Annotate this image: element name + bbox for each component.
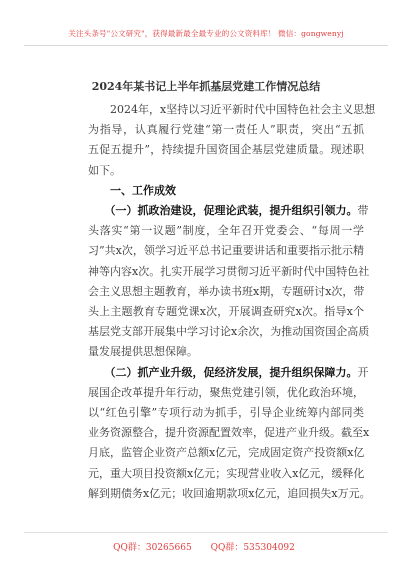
bold-heading: 一、工作成效 — [110, 183, 176, 197]
body-line: 五促五提升”，持续提升国资国企基层党建质量。现述职 — [88, 143, 364, 157]
body-line — [88, 181, 364, 201]
footer — [0, 540, 408, 553]
body-line: 元，重大项目投资额x亿元；实现营业收入x亿元，缓释化 — [88, 466, 365, 480]
body-line: 头上主题教育专题党课x次，开展调查研究x次。指导x个 — [88, 305, 364, 318]
body-line: 解到期债务x亿元；收回逾期款项x亿元，追回损失x万元。 — [88, 486, 371, 500]
page-title: 2024年某书记上半年抓基层党建工作情况总结 — [91, 80, 321, 93]
body-line: 会主义思想主题教育，举办读书班x期，专题研讨x次，带 — [88, 284, 365, 298]
body-line: 为指导，认真履行党建“第一责任人”职责，突出“五抓 — [88, 123, 364, 137]
body-line: 头落实“第一议题”制度，全年召开党委会、“每周一学 — [88, 224, 364, 238]
qq-group-1: QQ群：30265665 — [113, 543, 192, 553]
body-line: （二）抓产业升级，促经济发展，提升组织保障力。开 — [110, 365, 369, 379]
body-line: 量发展提供思想保障。 — [88, 345, 198, 359]
header-notice: 关注头条号"公文研究"，获得最新最全最专业的公文资料库！ 微信：gongwenyj — [68, 29, 344, 38]
body-line: 如下。 — [88, 163, 121, 177]
body-line: 基层党支部开展集中学习讨论x余次，为推动国资国企高质 — [88, 325, 370, 339]
body-line: （一）抓政治建设，促理论武装，提升组织引领力。带 — [110, 204, 369, 217]
body-line: 月底，监管企业资产总额x亿元，完成固定资产投资额x亿 — [88, 446, 365, 460]
body-line: 业务资源整合，提升资源配置效率，促进产业升级。截至x — [88, 426, 370, 440]
body-line: 神等内容x次。扎实开展学习贯彻习近平新时代中国特色社 — [88, 264, 370, 278]
body-line: 习”共x次，领学习近平总书记重要讲话和重要指示批示精 — [88, 244, 364, 258]
bold-heading: （二）抓产业升级，促经济发展，提升组织保障力。 — [110, 365, 358, 379]
body-line: 以“红色引擎”专项行动为抓手，引导企业统筹内部同类 — [88, 406, 364, 419]
body-line: 展国企改革提升年行动，聚焦党建引领，优化政治环境， — [88, 385, 364, 399]
footer-divider — [24, 532, 388, 533]
header-divider — [24, 45, 388, 46]
body-line: 2024年，x坚持以习近平新时代中国特色社会主义思想 — [88, 103, 376, 116]
qq-group-2: QQ群：535304092 — [210, 543, 295, 553]
bold-heading: （一）抓政治建设，促理论武装，提升组织引领力。 — [110, 204, 358, 217]
